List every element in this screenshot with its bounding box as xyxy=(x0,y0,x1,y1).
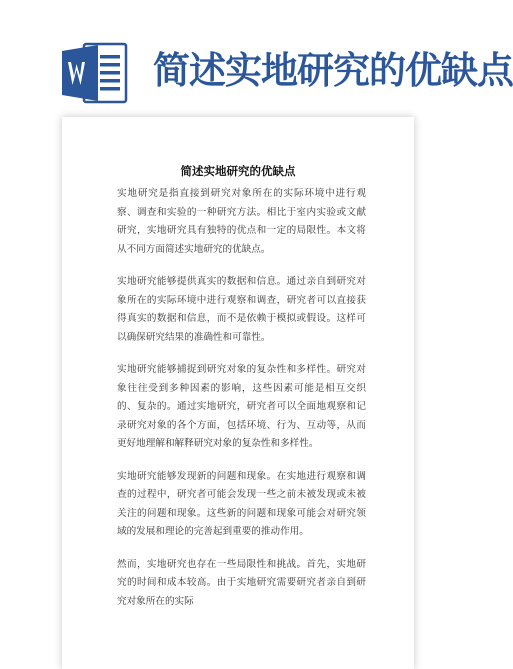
paragraph-new-findings: 实地研究能够发现新的问题和现象。在实地进行观察和调查的过程中，研究者可能会发现一些之前未被发现或未被关注的问题和现象。这些新的问题和现象可能会对研究领域的发展和理论的完善起到重要的推动作用。 xyxy=(117,470,366,537)
document-page xyxy=(62,117,414,669)
banner-title: 简述实地研究的优缺点 xyxy=(153,49,513,92)
paragraph-limitations: 然而，实地研究也存在一些局限性和挑战。首先，实地研究的时间和成本较高。由于实地研究需要研究者亲自到研究对象所在的实际 xyxy=(117,558,366,607)
paragraph-complexity: 实地研究能够捕捉到研究对象的复杂性和多样性。研究对象往往受到多种因素的影响，这些因素可能是相互交织的、复杂的。通过实地研究，研究者可以全面地观察和记录研究对象的各个方面，包括环境、行为、互动等，从而更好地理解和解释研究对象的复杂性和多样性。 xyxy=(117,364,366,449)
document-title: 简述实地研究的优缺点 xyxy=(180,164,296,178)
document-body xyxy=(117,185,366,625)
paragraph-intro: 实地研究是指直接到研究对象所在的实际环境中进行观察、调查和实验的一种研究方法。相比于室内实验或文献研究，实地研究具有独特的优点和一定的局限性。本文将从不同方面简述实地研究的优缺点。 xyxy=(117,188,366,255)
paragraph-real-data: 实地研究能够提供真实的数据和信息。通过亲自到研究对象所在的实际环境中进行观察和调查，研究者可以直接获得真实的数据和信息，而不是依赖于模拟或假设。这样可以确保研究结果的准确性和可靠性。 xyxy=(117,276,366,343)
word-icon xyxy=(62,43,128,103)
banner xyxy=(0,0,513,110)
